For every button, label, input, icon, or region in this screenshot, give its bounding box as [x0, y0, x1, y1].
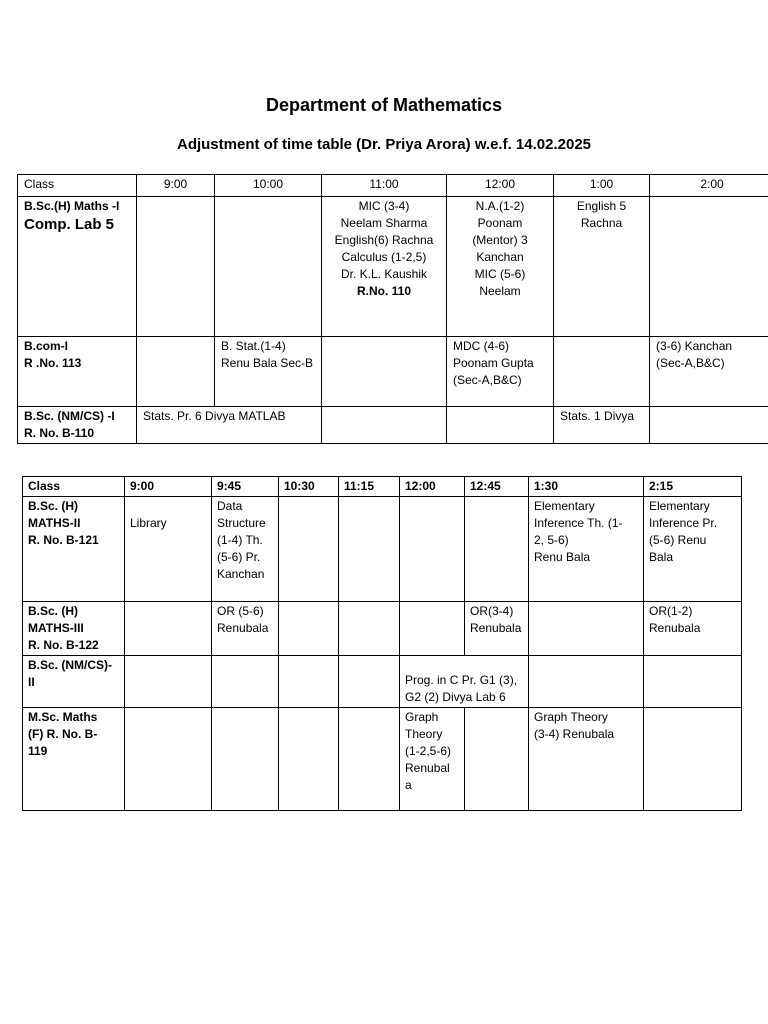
schedule-cell [529, 497, 644, 602]
cell-line: Inference Th. (1- [534, 516, 623, 530]
cell-line: MATHS-II [28, 516, 81, 530]
cell-line: Inference Pr. [649, 516, 718, 530]
cell-line: (Sec-A,B&C) [453, 373, 522, 387]
cell-line: Dr. K.L. Kaushik [340, 267, 428, 281]
class-name: B.com-I [24, 339, 69, 353]
cell-line: English(6) Rachna [334, 233, 434, 247]
class-cell [18, 197, 137, 337]
empty-cell [529, 656, 644, 708]
empty-cell [400, 602, 465, 656]
cell-line: Data [217, 499, 243, 513]
schedule-cell [644, 497, 742, 602]
empty-cell [137, 197, 215, 337]
cell-line: MDC (4-6) [453, 339, 509, 353]
header-cell: 12:45 [465, 477, 529, 497]
cell-line: 119 [28, 744, 48, 758]
empty-cell [279, 497, 339, 602]
cell-line: Elementary [649, 499, 710, 513]
empty-cell [125, 602, 212, 656]
cell-line: (F) R. No. B- [28, 727, 98, 741]
schedule-cell [125, 497, 212, 602]
cell-line: Poonam [477, 216, 523, 230]
schedule-cell [212, 602, 279, 656]
cell-line: Poonam Gupta [453, 356, 534, 370]
table-header-row [18, 175, 768, 197]
cell-line: a [405, 778, 412, 792]
schedule-cell [215, 337, 322, 407]
header-cell: 9:00 [137, 175, 215, 197]
header-cell: 2:15 [644, 477, 742, 497]
class-room: Comp. Lab 5 [24, 216, 115, 233]
cell-line: G2 (2) Divya Lab 6 [405, 690, 506, 704]
cell-line: 2, 5-6) [534, 533, 569, 547]
cell-line: B. Stat.(1-4) [221, 339, 286, 353]
cell-line: Library [130, 516, 167, 530]
class-cell [23, 656, 125, 708]
header-cell: 2:00 [650, 175, 768, 197]
empty-cell [279, 602, 339, 656]
empty-cell [650, 197, 768, 337]
schedule-cell [650, 337, 768, 407]
cell-line: (1-2,5-6) [405, 744, 452, 758]
class-cell [18, 337, 137, 407]
timetable-1 [17, 174, 768, 444]
schedule-cell [554, 197, 650, 337]
cell-line: B.Sc. (NM/CS)- [28, 658, 112, 672]
cell-line: MATHS-III [28, 621, 84, 635]
table-row [18, 337, 768, 407]
cell-line: N.A.(1-2) [475, 199, 525, 213]
cell-line: (5-6) Renu [649, 533, 707, 547]
cell-line: (Sec-A,B&C) [656, 356, 725, 370]
cell-line: (1-4) Th. [217, 533, 263, 547]
table-row [18, 407, 768, 444]
empty-cell [137, 337, 215, 407]
cell-line: Graph Theory [534, 710, 608, 724]
empty-cell [125, 656, 212, 708]
empty-cell [212, 656, 279, 708]
table-header-row [23, 477, 742, 497]
schedule-cell [447, 337, 554, 407]
cell-line: Renu Bala Sec-B [221, 356, 314, 370]
header-cell: 10:30 [279, 477, 339, 497]
empty-cell [322, 407, 447, 444]
empty-cell [644, 656, 742, 708]
schedule-cell [465, 602, 529, 656]
empty-cell [215, 197, 322, 337]
class-cell [23, 602, 125, 656]
table-row [23, 602, 742, 656]
empty-cell [529, 602, 644, 656]
header-cell: Class [23, 477, 125, 497]
schedule-cell [447, 197, 554, 337]
schedule-cell [400, 656, 529, 708]
cell-line: Theory [405, 727, 443, 741]
schedule-cell [322, 197, 447, 337]
page-title: Department of Mathematics [265, 95, 503, 115]
cell-line: R. No. B-121 [28, 533, 99, 547]
empty-cell [339, 656, 400, 708]
cell-line: Renubal [405, 761, 450, 775]
empty-cell [465, 708, 529, 811]
header-cell: 11:00 [322, 175, 447, 197]
cell-line: (3-6) Kanchan [656, 339, 733, 353]
room-number: R.No. 110 [356, 284, 412, 298]
empty-cell [554, 337, 650, 407]
cell-line: OR (5-6) [217, 604, 264, 618]
empty-cell [650, 407, 768, 444]
cell-line: Structure [217, 516, 266, 530]
cell-line: Renubala [649, 621, 701, 635]
cell-line: Renu Bala [534, 550, 591, 564]
cell-line: (Mentor) 3 [472, 233, 528, 247]
empty-cell [339, 708, 400, 811]
table-row [23, 708, 742, 811]
cell-line: Rachna [580, 216, 623, 230]
timetable-2 [22, 476, 742, 811]
empty-cell [322, 337, 447, 407]
schedule-cell [212, 497, 279, 602]
cell-line: OR(1-2) [649, 604, 693, 618]
table-row [23, 656, 742, 708]
cell-line: Neelam Sharma [340, 216, 428, 230]
header-cell: 12:00 [400, 477, 465, 497]
empty-cell [279, 708, 339, 811]
cell-line: MIC (5-6) [474, 267, 526, 281]
page-subtitle: Adjustment of time table (Dr. Priya Arora) w.e.f. 14.02.2025 [176, 136, 592, 153]
cell-line: B.Sc. (H) [28, 604, 79, 618]
schedule-cell: Stats. 1 Divya [554, 407, 650, 444]
cell-line: MIC (3-4) [358, 199, 410, 213]
empty-cell [125, 708, 212, 811]
class-cell [18, 407, 137, 444]
cell-line: Elementary [534, 499, 595, 513]
header-cell: Class [18, 175, 137, 197]
cell-line: Renubala [217, 621, 269, 635]
cell-line: (3-4) Renubala [534, 727, 615, 741]
cell-line: (5-6) Pr. [217, 550, 261, 564]
empty-cell [279, 656, 339, 708]
empty-cell [644, 708, 742, 811]
cell-line: Graph [405, 710, 439, 724]
schedule-cell: Stats. Pr. 6 Divya MATLAB [137, 407, 322, 444]
empty-cell [400, 497, 465, 602]
class-room: R .No. 113 [24, 356, 82, 370]
header-cell: 12:00 [447, 175, 554, 197]
empty-cell [212, 708, 279, 811]
empty-cell [465, 497, 529, 602]
cell-line: Renubala [470, 621, 522, 635]
header-cell: 10:00 [215, 175, 322, 197]
header-cell: 9:00 [125, 477, 212, 497]
empty-cell [339, 497, 400, 602]
header-cell: 11:15 [339, 477, 400, 497]
table-row [18, 197, 768, 337]
cell-line: English 5 [576, 199, 627, 213]
cell-line: II [28, 675, 35, 689]
schedule-cell [529, 708, 644, 811]
cell-line: OR(3-4) [470, 604, 514, 618]
class-room: R. No. B-110 [24, 426, 95, 440]
cell-line: Calculus (1-2,5) [341, 250, 427, 264]
class-cell [23, 497, 125, 602]
cell-line: R. No. B-122 [28, 638, 99, 652]
class-cell [23, 708, 125, 811]
empty-cell [339, 602, 400, 656]
header-cell: 9:45 [212, 477, 279, 497]
table-row [23, 497, 742, 602]
schedule-cell [400, 708, 465, 811]
cell-line: M.Sc. Maths [28, 710, 98, 724]
cell-line: Neelam [479, 284, 521, 298]
schedule-cell [644, 602, 742, 656]
class-name: B.Sc.(H) Maths -I [24, 199, 120, 213]
cell-line: B.Sc. (H) [28, 499, 79, 513]
cell-line: Kanchan [217, 567, 265, 581]
header-cell: 1:00 [554, 175, 650, 197]
header-cell: 1:30 [529, 477, 644, 497]
class-name: B.Sc. (NM/CS) -I [24, 409, 115, 423]
cell-line: Bala [649, 550, 674, 564]
empty-cell [447, 407, 554, 444]
cell-line: Kanchan [476, 250, 524, 264]
cell-line: Prog. in C Pr. G1 (3), [405, 673, 518, 687]
